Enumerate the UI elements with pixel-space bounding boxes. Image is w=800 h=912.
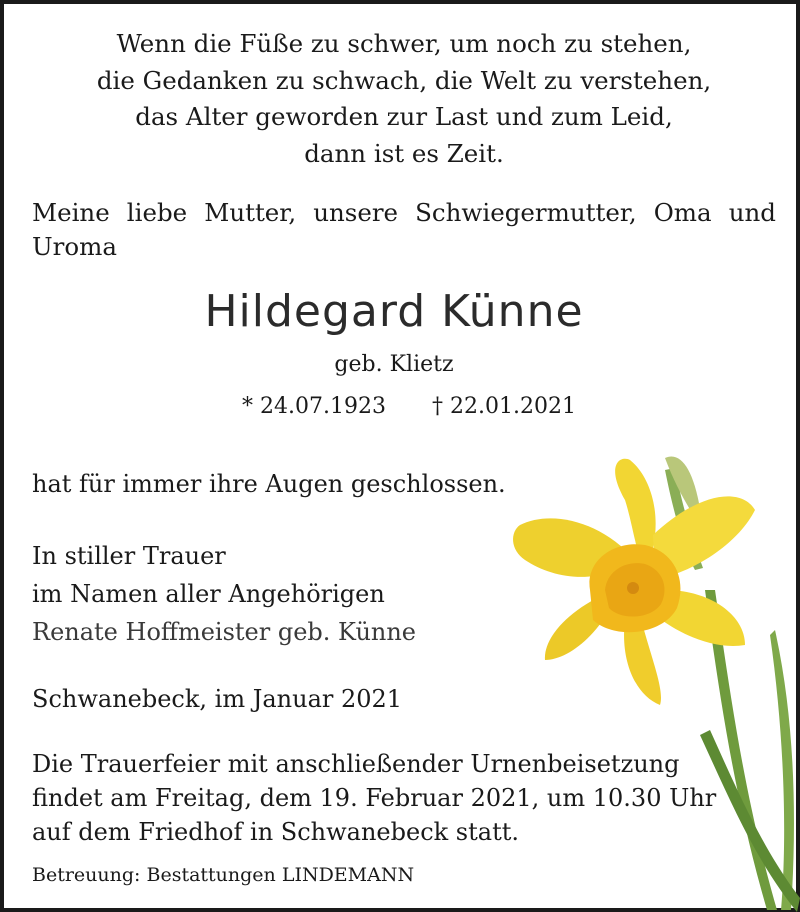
footer-credit: Betreuung: Bestattungen LINDEMANN — [32, 864, 415, 886]
mourning-line: In stiller Trauer — [32, 542, 226, 570]
poem-line: Wenn die Füße zu schwer, um noch zu stehen, — [116, 29, 692, 58]
birth-date: * 24.07.1923 — [242, 394, 386, 419]
poem-line: das Alter geworden zur Last und zum Leid, — [135, 102, 673, 131]
death-date: † 22.01.2021 — [432, 394, 576, 419]
closing-line: hat für immer ihre Augen geschlossen. — [32, 470, 506, 498]
maiden-name: geb. Klietz — [334, 352, 454, 377]
poem-line: dann ist es Zeit. — [304, 138, 504, 168]
mourning-line: im Namen aller Angehörigen — [32, 580, 385, 608]
place-date: Schwanebeck, im Januar 2021 — [32, 685, 403, 713]
daffodil-image — [505, 440, 800, 912]
service-line: auf dem Friedhof in Schwanebeck statt. — [32, 818, 519, 846]
poem-line: die Gedanken zu schwach, die Welt zu verstehen, — [96, 65, 712, 95]
service-line: Die Trauerfeier mit anschließender Urnenbeisetzung — [32, 750, 680, 778]
signer-name: Renate Hoffmeister geb. Künne — [32, 618, 417, 646]
intro-text: Meine liebe Mutter, unsere Schwiegermutter, Oma und Uroma — [32, 198, 776, 261]
daffodil-trumpet — [589, 544, 680, 632]
service-line: findet am Freitag, dem 19. Februar 2021, um 10.30 Uhr — [32, 784, 717, 812]
poem — [4, 26, 800, 172]
deceased-name: Hildegard Künne — [204, 286, 584, 337]
